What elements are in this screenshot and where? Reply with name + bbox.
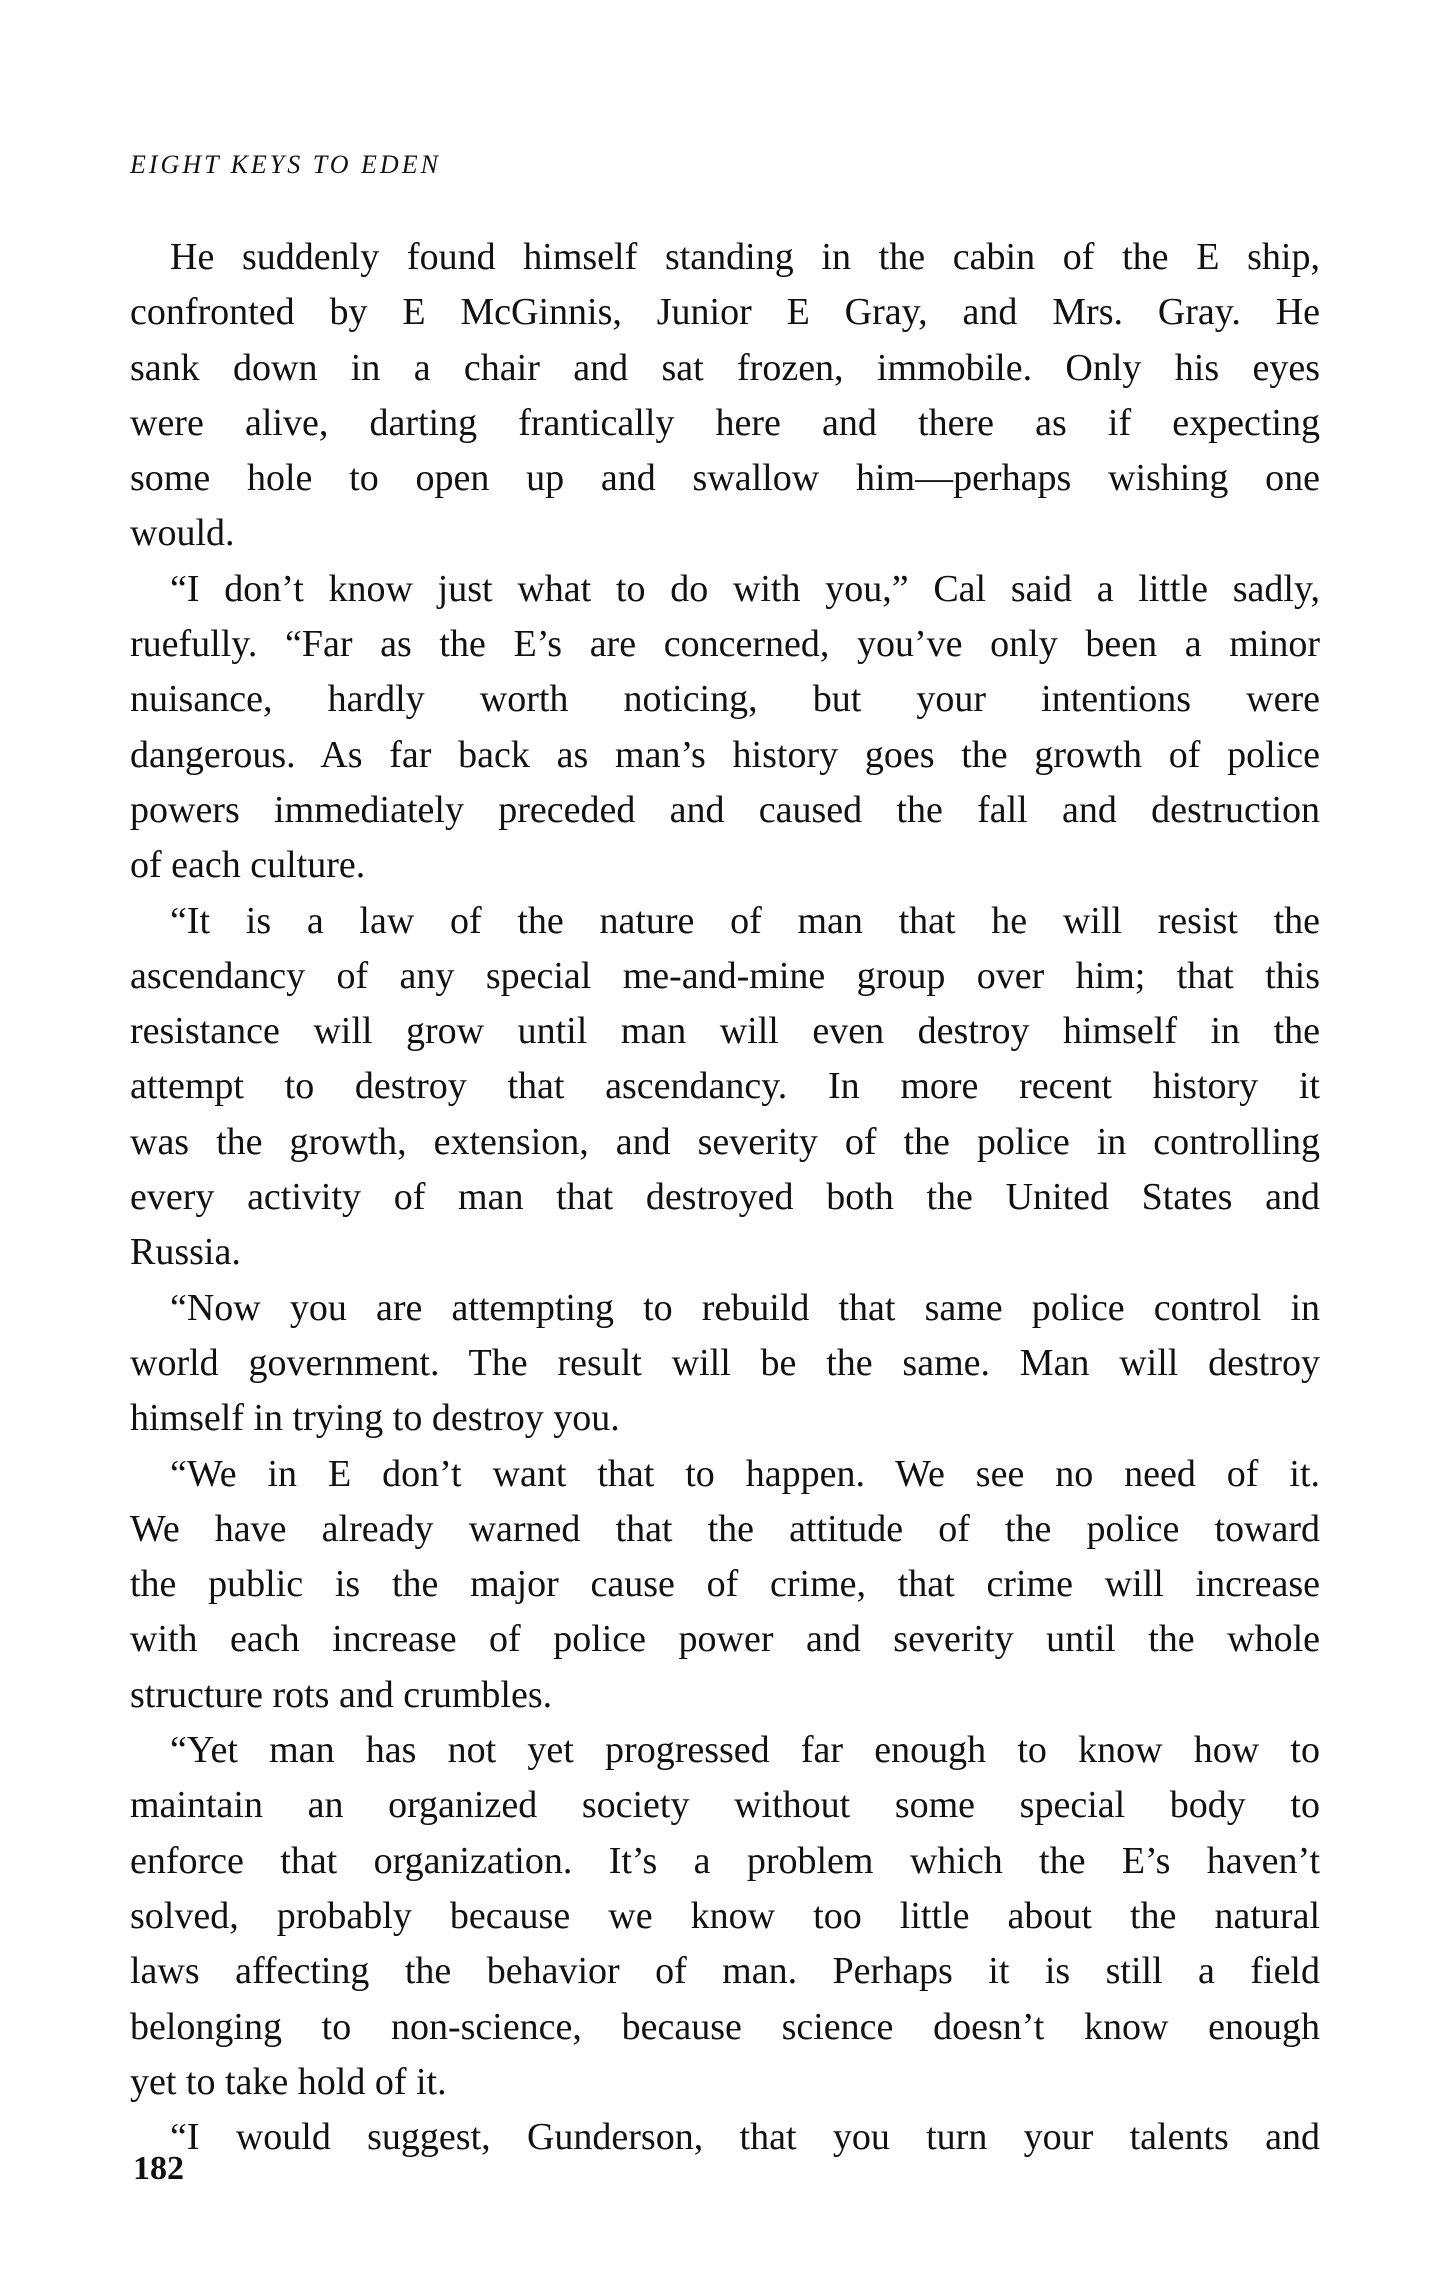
text-line: belonging to non-science, because science doesn’t know enough [130,2005,1320,2048]
text-line: would. [130,512,235,555]
text-line: dangerous. As far back as man’s history goes the growth of police [130,733,1320,776]
text-line: world government. The result will be the same. Man will destroy [130,1341,1320,1384]
text-line: of each culture. [130,844,366,887]
text-line: enforce that organization. It’s a problem which the E’s haven’t [130,1839,1320,1882]
text-line: himself in trying to destroy you. [130,1397,620,1440]
text-line: ruefully. “Far as the E’s are concerned, you’ve only been a minor [130,623,1320,666]
text-line: yet to take hold of it. [130,2060,447,2103]
text-line: resistance will grow until man will even destroy himself in the [130,1010,1320,1053]
text-line: attempt to destroy that ascendancy. In more recent history it [130,1065,1320,1108]
text-line: every activity of man that destroyed both the United States and [130,1176,1320,1219]
text-line: sank down in a chair and sat frozen, immobile. Only his eyes [130,346,1320,389]
text-line: “I would suggest, Gunderson, that you turn your talents and [170,2116,1320,2159]
text-line: “I don’t know just what to do with you,” Cal said a little sadly, [170,567,1320,610]
text-line: “Yet man has not yet progressed far enough to know how to [170,1729,1320,1772]
text-line: solved, probably because we know too little about the natural [130,1894,1320,1937]
text-line: “Now you are attempting to rebuild that same police control in [170,1286,1320,1329]
text-line: confronted by E McGinnis, Junior E Gray, and Mrs. Gray. He [130,291,1320,334]
running-head: EIGHT KEYS TO EDEN [130,150,441,179]
text-line: some hole to open up and swallow him—perhaps wishing one [130,457,1320,500]
text-line: maintain an organized society without some special body to [130,1784,1320,1827]
text-line: was the growth, extension, and severity of the police in controlling [130,1120,1320,1163]
text-line: were alive, darting frantically here and there as if expecting [130,401,1320,444]
text-line: nuisance, hardly worth noticing, but your intentions were [130,678,1320,721]
text-line: Russia. [130,1231,241,1274]
text-line: the public is the major cause of crime, that crime will increase [130,1563,1320,1606]
text-line: laws affecting the behavior of man. Perhaps it is still a field [130,1950,1320,1993]
text-line: He suddenly found himself standing in the cabin of the E ship, [170,236,1320,278]
text-line: ascendancy of any special me-and-mine group over him; that this [130,954,1320,997]
text-line: We have already warned that the attitude of the police toward [130,1507,1320,1550]
text-line: with each increase of police power and severity until the whole [130,1618,1320,1661]
page-number: 182 [133,2150,184,2187]
body-text [130,230,1320,2165]
text-line: “It is a law of the nature of man that he will resist the [170,899,1320,942]
text-line: powers immediately preceded and caused the fall and destruction [130,788,1320,831]
text-line: structure rots and crumbles. [130,1673,553,1716]
text-line: “We in E don’t want that to happen. We see no need of it. [170,1452,1320,1495]
